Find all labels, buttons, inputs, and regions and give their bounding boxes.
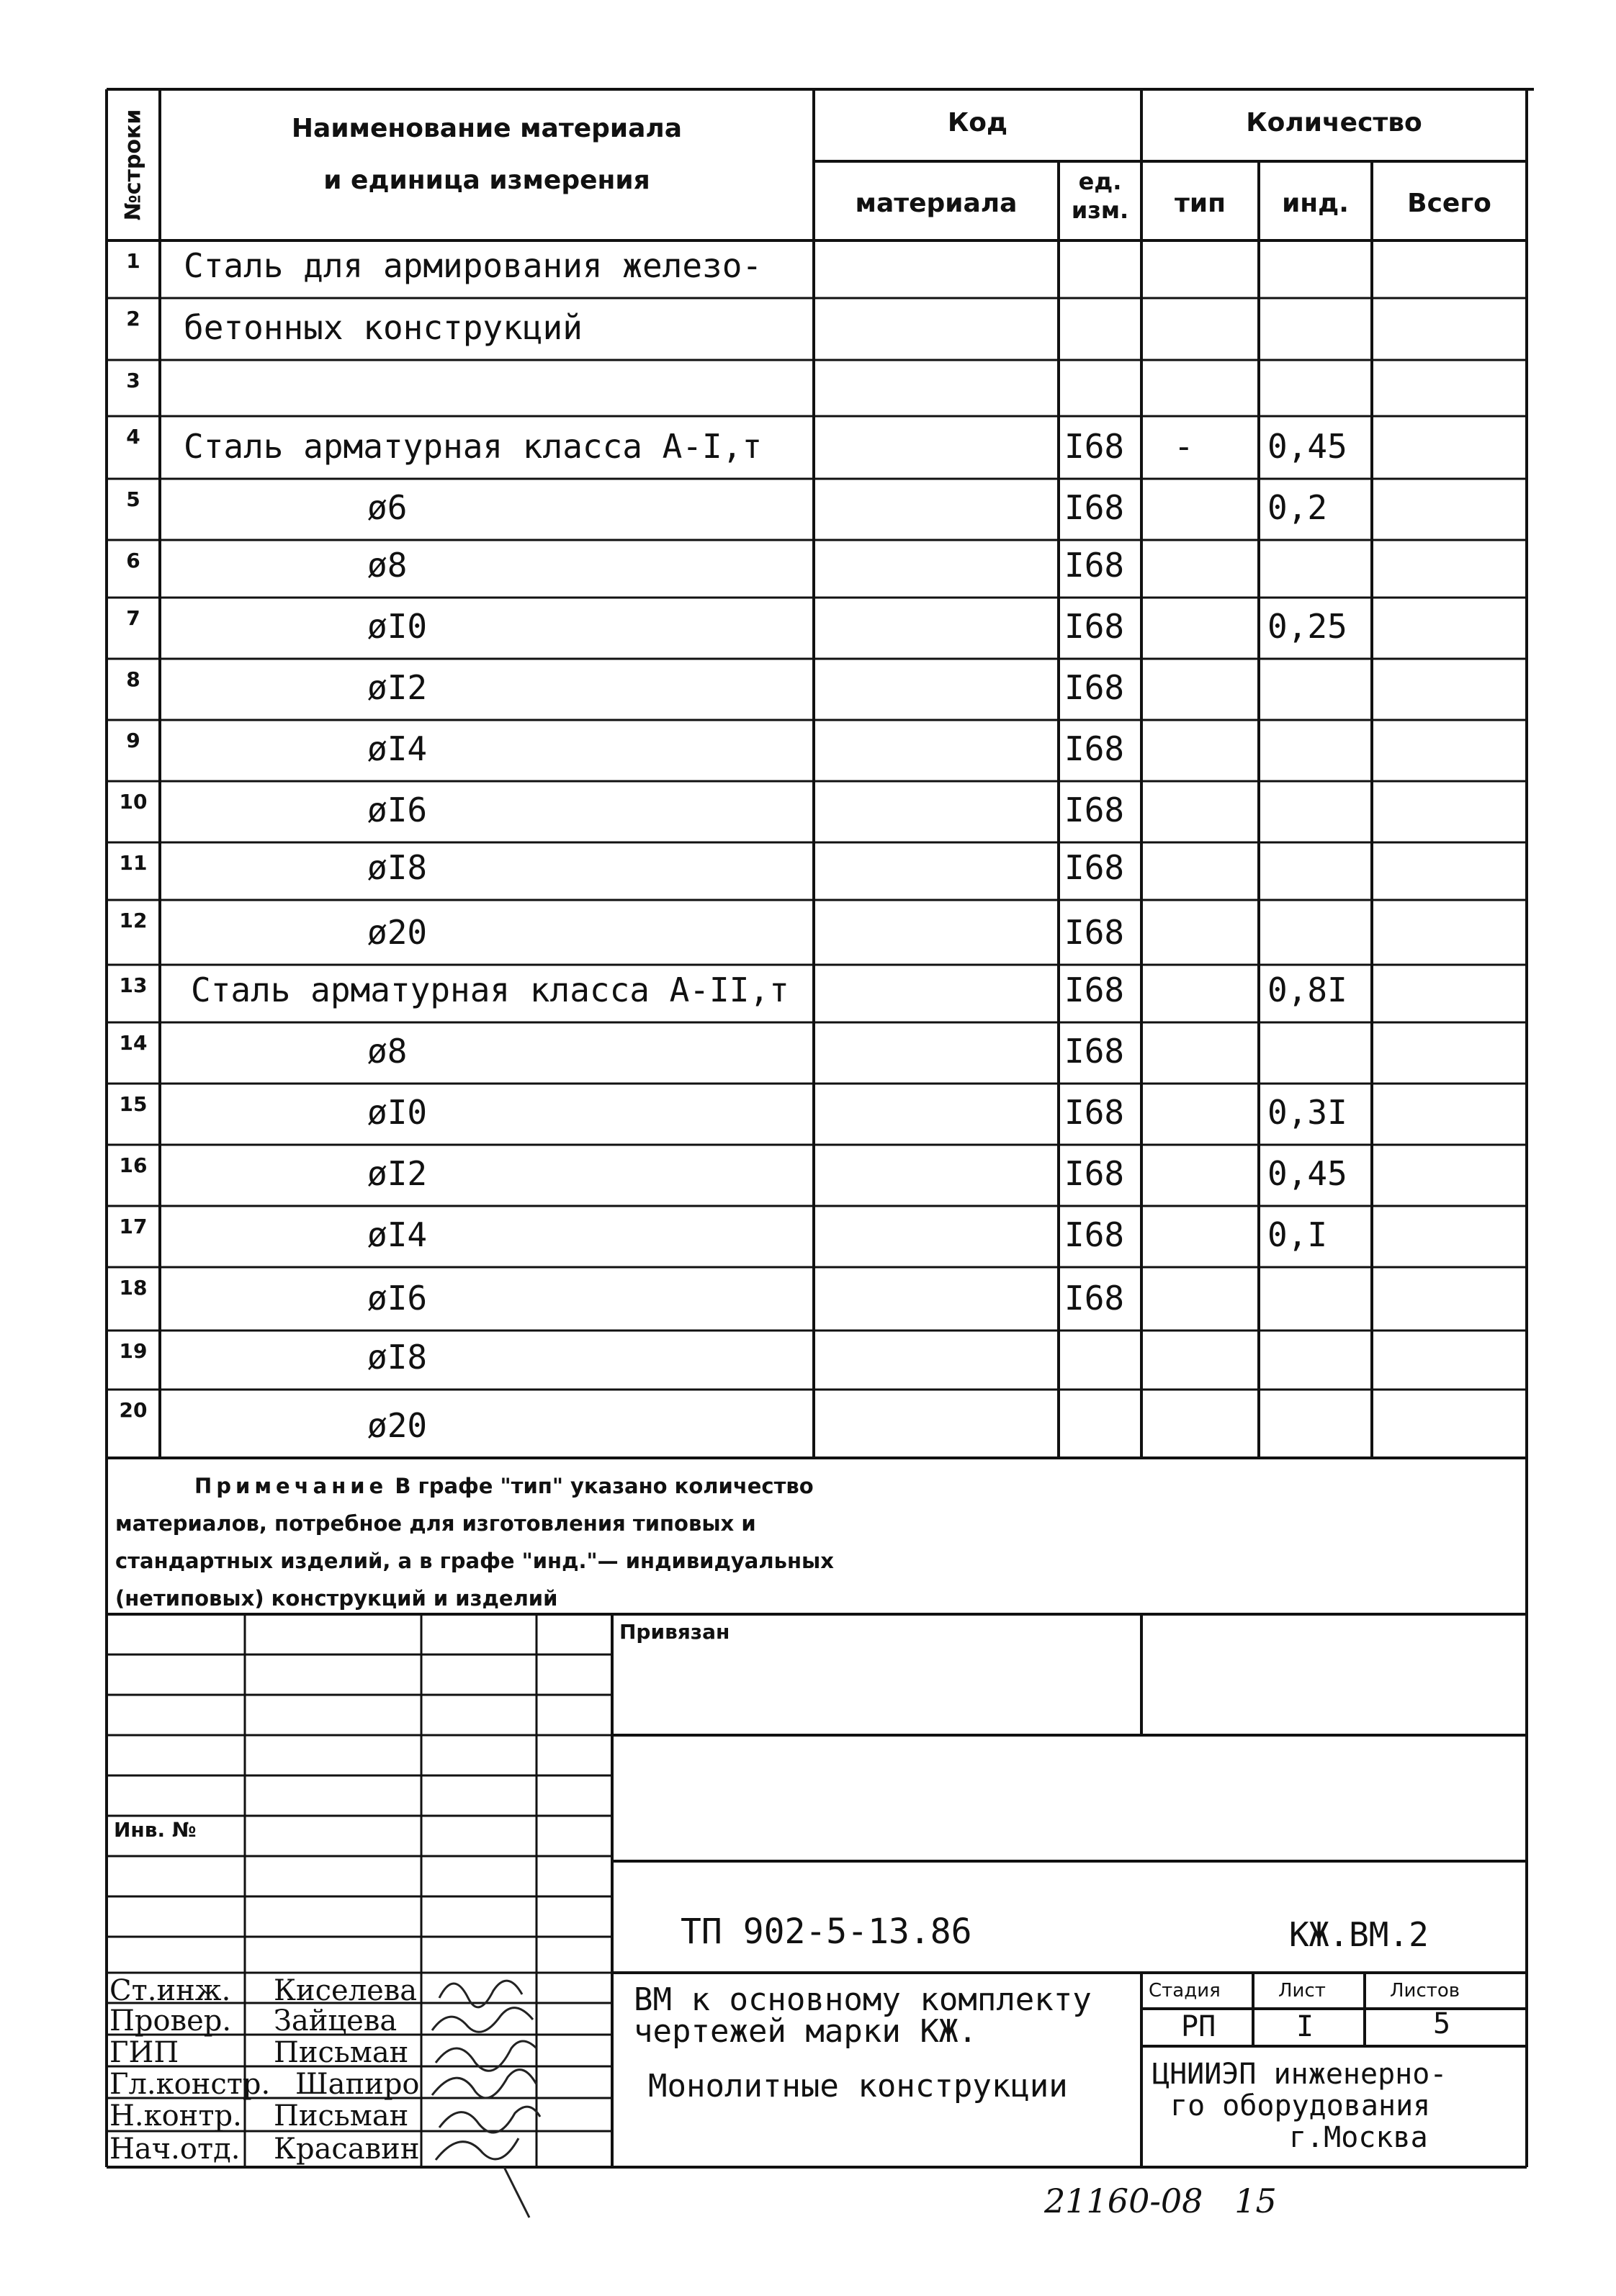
stage-value: РП (1181, 2010, 1216, 2043)
material-name: øI2 (367, 1154, 428, 1193)
signatory-name: Письман (274, 2036, 409, 2069)
row-number: 6 (126, 549, 140, 572)
table-row (0, 598, 1616, 659)
table-row (0, 965, 1616, 1022)
row-number: 12 (119, 909, 148, 932)
material-name: øI6 (367, 1279, 428, 1318)
material-name: ø6 (367, 488, 408, 527)
table-row (0, 1206, 1616, 1267)
unit-code: I68 (1064, 1032, 1125, 1071)
signatory-name: Письман (274, 2099, 409, 2133)
unit-code: I68 (1064, 791, 1125, 829)
material-name: øI8 (367, 848, 428, 887)
table-row (0, 1084, 1616, 1145)
signature-scribbles (432, 1981, 540, 2218)
individual-quantity: 0,2 (1267, 488, 1328, 527)
row-number: 7 (126, 606, 140, 630)
material-name: øI2 (367, 668, 428, 707)
sheet-value: I (1296, 2010, 1314, 2043)
row-number: 5 (126, 487, 140, 511)
title-line1: ВМ к основному комплекту (634, 1981, 1092, 2018)
signatory-role: Ст.инж. (109, 1974, 231, 2007)
organization-line1: ЦНИИЭП инженерно- (1152, 2058, 1447, 2091)
individual-quantity: 0,3I (1267, 1093, 1347, 1132)
ind-header: инд. (1282, 189, 1349, 218)
material-name: øI4 (367, 1215, 428, 1254)
row-number: 8 (126, 667, 140, 691)
row-number: 18 (119, 1276, 148, 1300)
material-name: øI0 (367, 607, 428, 646)
table-row (0, 1390, 1616, 1458)
material-name: ø20 (367, 913, 428, 952)
type-quantity: - (1174, 427, 1194, 466)
individual-quantity: 0,45 (1267, 1154, 1347, 1193)
organization-line2: го оборудования (1170, 2089, 1431, 2122)
row-number: 20 (119, 1398, 148, 1422)
quantity-header: Количество (1246, 108, 1422, 138)
material-name: бетонных конструкций (184, 308, 583, 347)
row-number-header: №строки (120, 109, 146, 221)
individual-quantity: 0,25 (1267, 607, 1347, 646)
material-name: Сталь арматурная класса А-II,т (191, 971, 789, 1009)
table-row (0, 298, 1616, 360)
material-name: øI0 (367, 1093, 428, 1132)
signatory-name: Зайцева (274, 2004, 398, 2038)
table-row (0, 360, 1616, 416)
title-line3: Монолитные конструкции (648, 2068, 1068, 2104)
unit-header: ед. изм. (1071, 168, 1129, 224)
unit-code: I68 (1064, 607, 1125, 646)
individual-quantity: 0,8I (1267, 971, 1347, 1009)
note-text: В графе "тип" указано количество материалов, потребное для изготовления типовых и стандартных изделий, а в графе "инд."— индивидуальных (нетиповых) конструкций и изделий (115, 1474, 834, 1611)
table-row (0, 1145, 1616, 1206)
individual-quantity: 0,45 (1267, 427, 1347, 466)
organization-line3: г.Москва (1289, 2121, 1428, 2154)
code-header: Код (947, 108, 1008, 138)
row-number: 1 (126, 249, 140, 273)
table-row (0, 781, 1616, 842)
signatory-role: Гл.констр. (109, 2068, 271, 2101)
unit-code: I68 (1064, 1154, 1125, 1193)
material-name: ø20 (367, 1406, 428, 1445)
table-row (0, 720, 1616, 781)
name-header-line1: Наименование материала (291, 114, 683, 143)
name-header-line2: и единица измерения (323, 166, 650, 195)
note-block (115, 1467, 907, 1617)
table-row (0, 1022, 1616, 1084)
signatory-role: Н.контр. (109, 2099, 242, 2133)
inventory-number-label: Инв. № (114, 1818, 197, 1842)
table-row (0, 540, 1616, 598)
stage-label: Стадия (1149, 1980, 1221, 2002)
row-number: 16 (119, 1153, 148, 1177)
unit-code: I68 (1064, 729, 1125, 768)
material-name: ø8 (367, 546, 408, 585)
sheets-value: 5 (1433, 2007, 1451, 2040)
table-row (0, 479, 1616, 540)
row-number: 4 (126, 425, 140, 449)
archive-number: 21160-08 15 (1044, 2182, 1277, 2220)
signatory-name: Киселева (274, 1974, 418, 2007)
row-number: 13 (119, 973, 148, 997)
row-number: 10 (119, 790, 148, 814)
unit-code: I68 (1064, 1279, 1125, 1318)
material-name: Сталь арматурная класса А-I,т (184, 427, 763, 466)
material-header: материала (855, 189, 1018, 218)
signatory-role: Провер. (109, 2004, 232, 2038)
unit-code: I68 (1064, 1093, 1125, 1132)
signatory-name: Красавин (274, 2133, 420, 2166)
signatory-role: Нач.отд. (109, 2133, 241, 2166)
document-code: ТП 902-5-13.86 (681, 1912, 972, 1952)
row-number: 3 (126, 369, 140, 392)
sheets-label: Листов (1390, 1980, 1460, 2002)
row-number: 15 (119, 1092, 148, 1116)
material-name: ø8 (367, 1032, 408, 1071)
material-name: øI4 (367, 729, 428, 768)
row-number: 17 (119, 1215, 148, 1238)
unit-code: I68 (1064, 546, 1125, 585)
type-header: тип (1175, 189, 1226, 218)
unit-code: I68 (1064, 1215, 1125, 1254)
unit-code: I68 (1064, 668, 1125, 707)
unit-code: I68 (1064, 488, 1125, 527)
row-number: 19 (119, 1339, 148, 1363)
table-row (0, 1331, 1616, 1390)
row-number: 9 (126, 729, 140, 752)
row-number: 14 (119, 1031, 148, 1055)
sheet-label: Лист (1278, 1980, 1326, 2002)
unit-code: I68 (1064, 427, 1125, 466)
table-row (0, 1267, 1616, 1331)
privyazan-label: Привязан (619, 1620, 730, 1644)
unit-code: I68 (1064, 971, 1125, 1009)
unit-code: I68 (1064, 848, 1125, 887)
row-number: 11 (119, 851, 148, 875)
table-row (0, 240, 1616, 298)
material-name: øI8 (367, 1338, 428, 1377)
individual-quantity: 0,I (1267, 1215, 1328, 1254)
total-header: Всего (1407, 189, 1491, 218)
table-row (0, 416, 1616, 479)
table-row (0, 842, 1616, 900)
unit-code: I68 (1064, 913, 1125, 952)
note-word: Примечание (194, 1474, 388, 1498)
signatory-role: ГИП (109, 2036, 179, 2069)
drawing-mark: КЖ.ВМ.2 (1289, 1915, 1429, 1954)
material-name: Сталь для армирования железо- (184, 246, 763, 285)
row-number: 2 (126, 307, 140, 330)
table-row (0, 900, 1616, 965)
signatory-name: Шапиро (295, 2068, 420, 2101)
table-row (0, 659, 1616, 720)
material-name: øI6 (367, 791, 428, 829)
title-line2: чертежей марки КЖ. (634, 2013, 977, 2050)
